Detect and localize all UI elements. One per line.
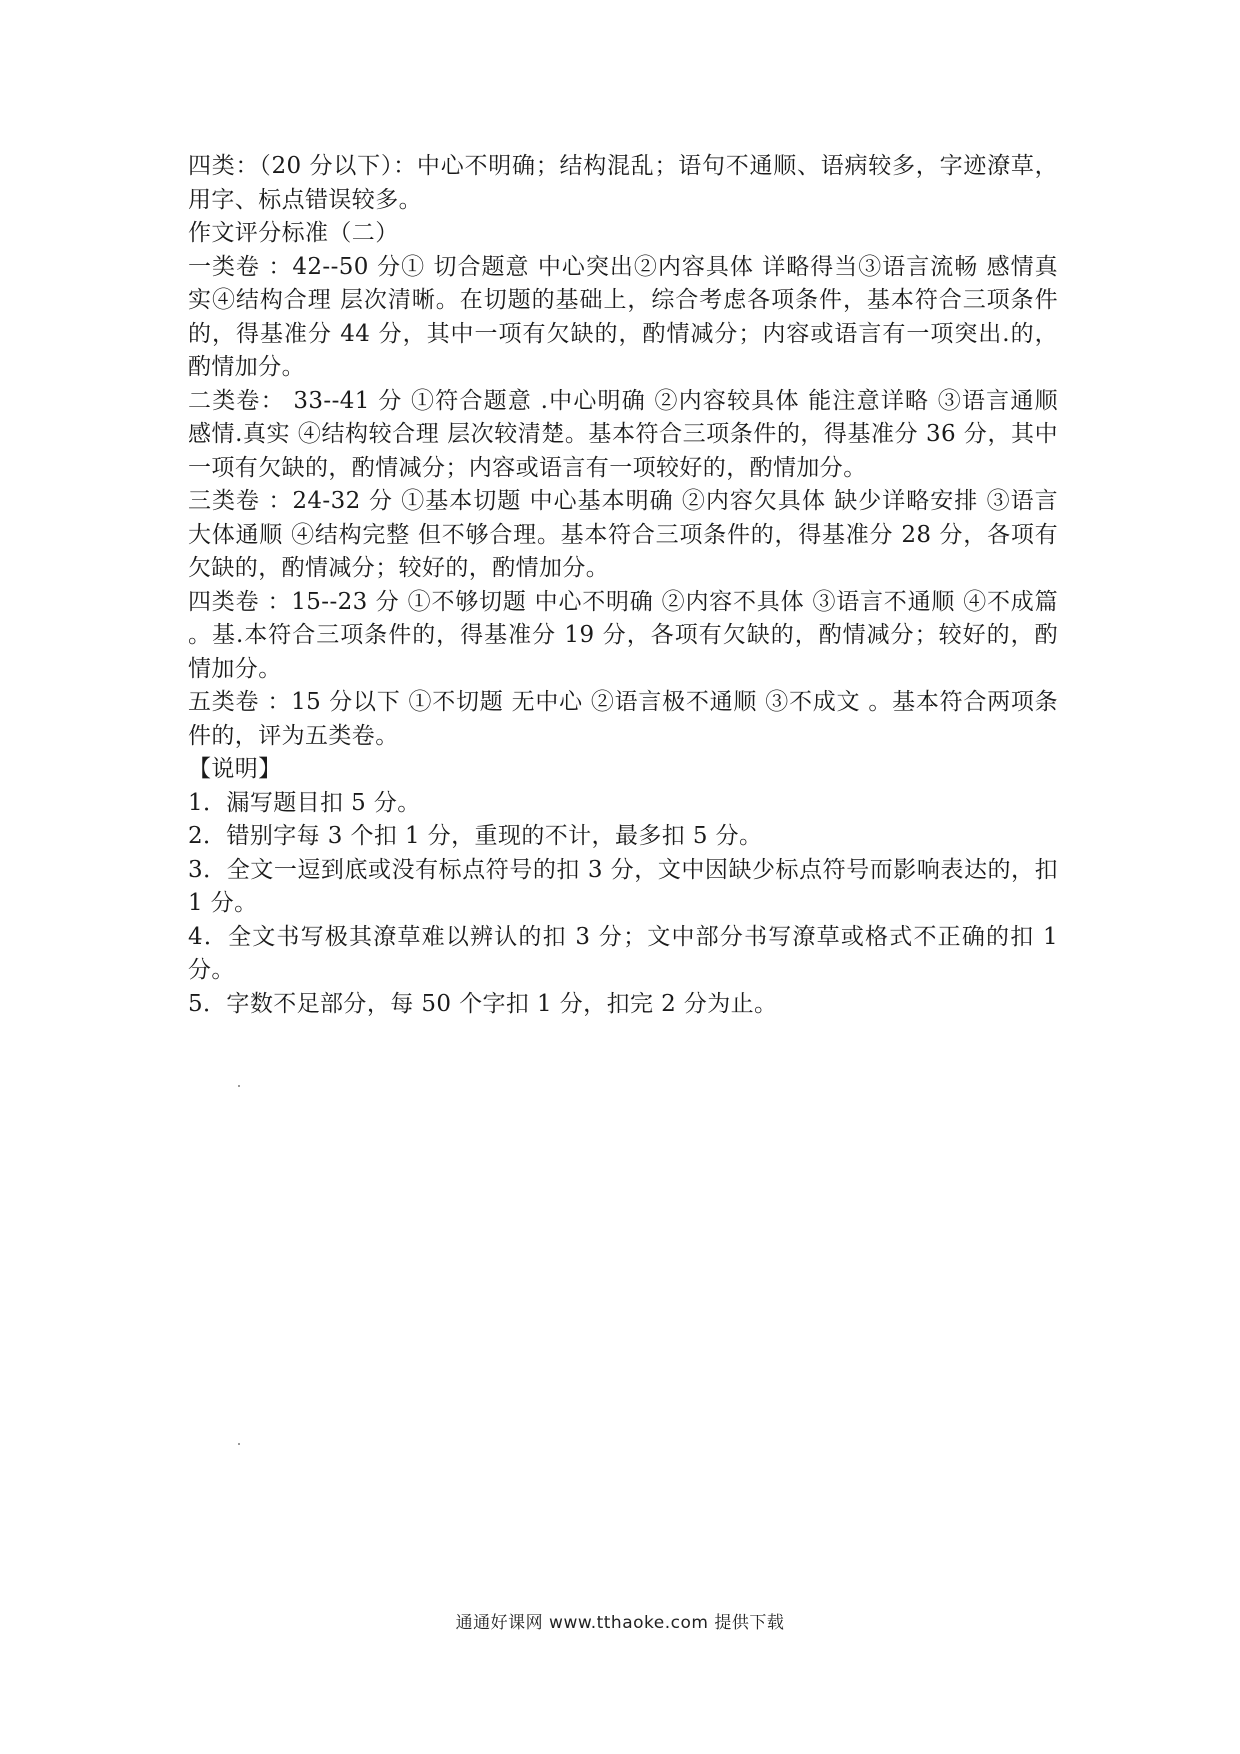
note-item-2: 2．错别字每 3 个扣 1 分，重现的不计，最多扣 5 分。 [188, 823, 763, 849]
section-heading-scoring-standard-two: 作文评分标准（二） [188, 220, 399, 246]
paragraph-class-five: 五类卷 ：15 分以下 ①不切题 无中心 ②语言极不通顺 ③不成文 。基本符合两项条件的，评为五类卷。 [188, 689, 1058, 749]
paragraph-grade-four-criteria: 四类：（20 分以下）：中心不明确；结构混乱；语句不通顺、语病较多，字迹潦草，用字、标点错误较多。 [188, 153, 1058, 213]
scan-speck [238, 1443, 240, 1445]
note-item-3: 3．全文一逗到底或没有标点符号的扣 3 分，文中因缺少标点符号而影响表达的，扣 1 分。 [188, 856, 1058, 916]
document-body [188, 150, 1058, 1021]
notes-heading: 【说明】 [188, 756, 282, 782]
note-item-5: 5．字数不足部分，每 50 个字扣 1 分，扣完 2 分为止。 [188, 990, 778, 1017]
note-item-1: 1．漏写题目扣 5 分。 [188, 789, 421, 816]
paragraph-class-three: 三类卷 ：24-32 分 ①基本切题 中心基本明确 ②内容欠具体 缺少详略安排 ③语言大体通顺 ④结构完整 但不够合理。基本符合三项条件的，得基准分 28 分，各项有欠缺的，酌情减分；较好的，酌情加分。 [188, 488, 1058, 581]
note-item-4: 4．全文书写极其潦草难以辨认的扣 3 分；文中部分书写潦草或格式不正确的扣 1 分。 [188, 923, 1058, 983]
paragraph-class-two: 二类卷： 33--41 分 ①符合题意 .中心明确 ②内容较具体 能注意详略 ③语言通顺 感情.真实 ④结构较合理 层次较清楚。基本符合三项条件的，得基准分 36 分，其中一项有欠缺的，酌情减分；内容或语言有一项较好的，酌情加分。 [188, 387, 1058, 481]
scan-speck [238, 1085, 240, 1087]
paragraph-class-four: 四类卷 ：15--23 分 ①不够切题 中心不明确 ②内容不具体 ③语言不通顺 ④不成篇 。基.本符合三项条件的，得基准分 19 分，各项有欠缺的，酌情减分；较好的，酌情加分。 [188, 588, 1058, 682]
page-footer: 通通好课网 www.tthaoke.com 提供下载 [455, 1613, 785, 1633]
paragraph-class-one: 一类卷 ：42--50 分① 切合题意 中心突出②内容具体 详略得当③语言流畅 感情真实④结构合理 层次清晰。在切题的基础上，综合考虑各项条件，基本符合三项条件的，得基准分 44 分，其中一项有欠缺的，酌情减分；内容或语言有一项突出.的，酌情加分。 [188, 253, 1058, 380]
